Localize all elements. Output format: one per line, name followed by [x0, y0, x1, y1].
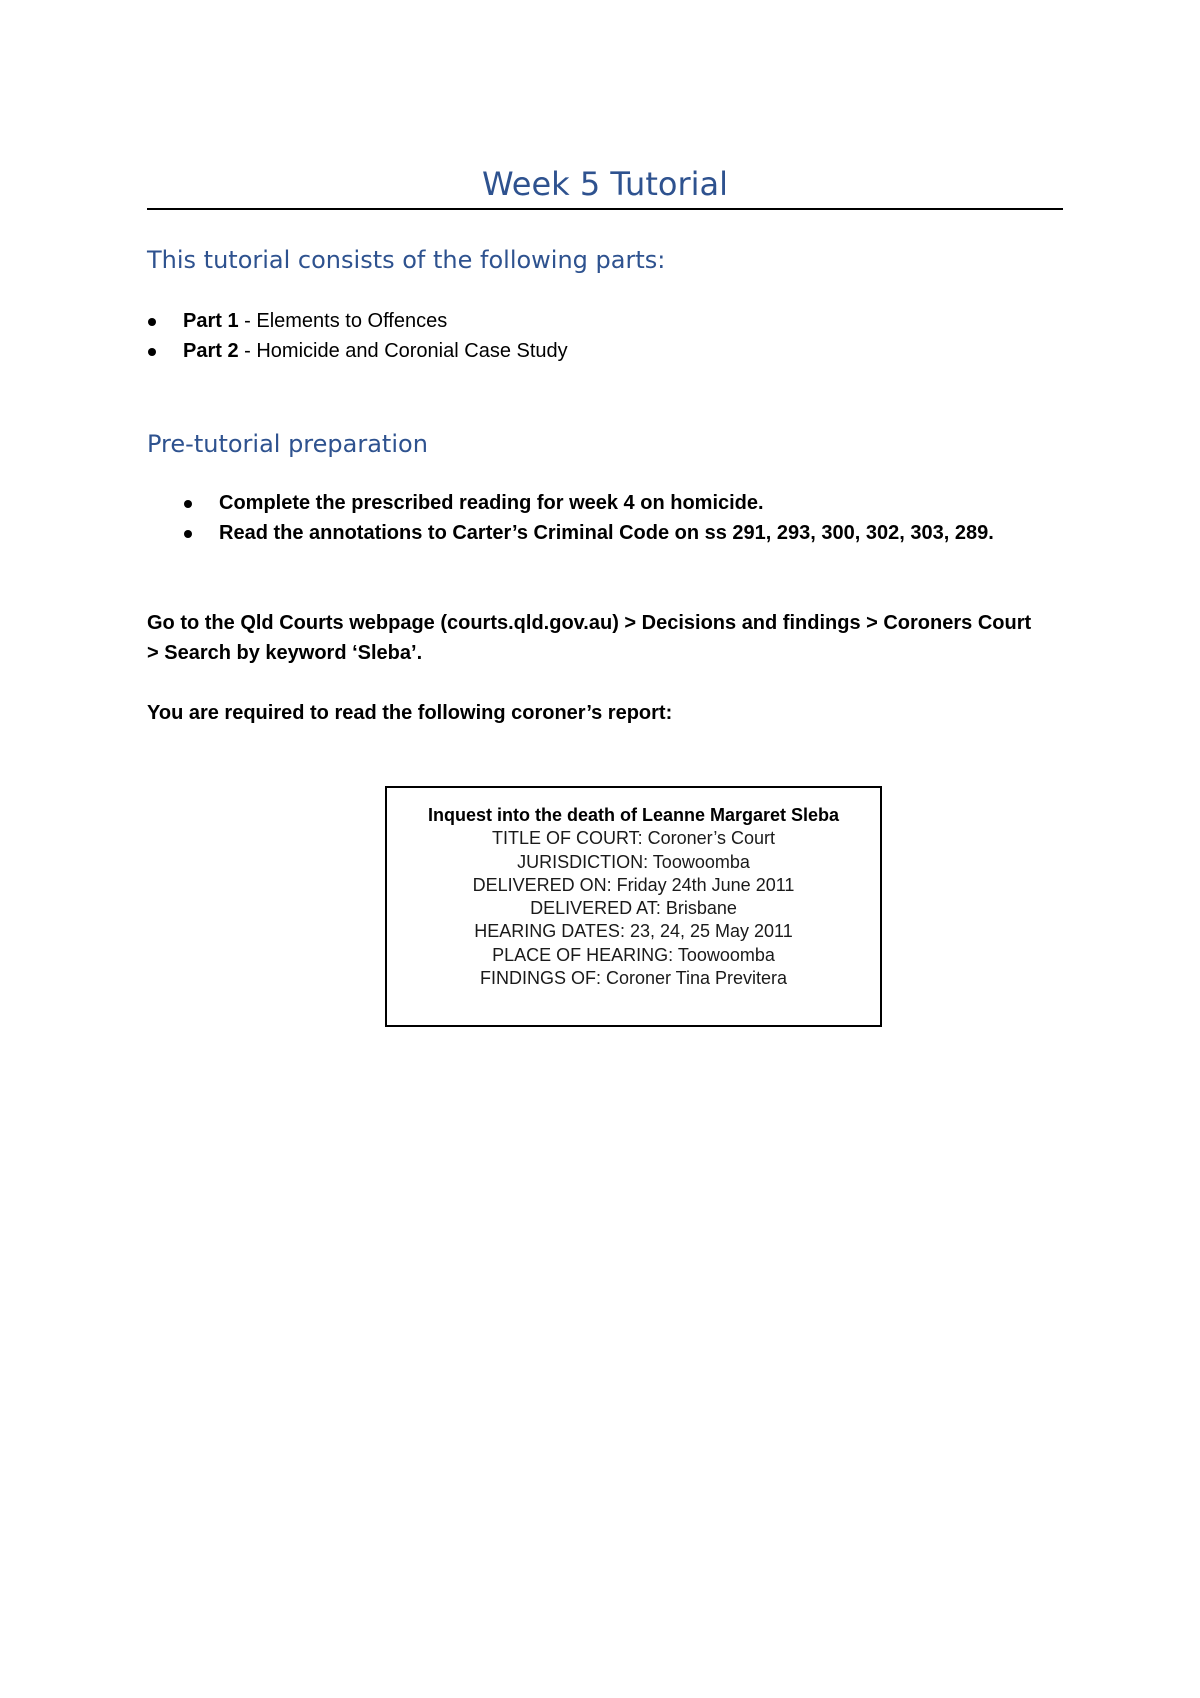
list-item — [147, 306, 568, 336]
goto-paragraph — [147, 608, 1063, 668]
title-underline — [147, 208, 1063, 210]
document-title: Week 5 Tutorial — [481, 165, 728, 203]
part-label: Part 2 — [183, 340, 239, 362]
inquest-line: PLACE OF HEARING: Toowoomba — [492, 944, 775, 965]
inquest-box — [385, 786, 882, 1027]
inquest-line: FINDINGS OF: Coroner Tina Previtera — [479, 968, 788, 989]
inquest-title: Inquest into the death of Leanne Margaret Sleba — [427, 805, 840, 825]
goto-line: Go to the Qld Courts webpage (courts.qld.gov.au) > Decisions and findings > Coroners Court — [147, 612, 1032, 634]
inquest-line: DELIVERED AT: Brisbane — [530, 898, 737, 919]
bullet-icon — [148, 348, 156, 356]
list-item — [147, 336, 568, 366]
required-reading-text: You are required to read the following coroner’s report: — [147, 702, 673, 724]
bullet-icon — [184, 500, 192, 508]
parts-list — [147, 306, 568, 366]
inquest-line: TITLE OF COURT: Coroner’s Court — [491, 828, 776, 849]
bullet-icon — [184, 530, 192, 538]
parts-heading: This tutorial consists of the following parts: — [147, 246, 666, 274]
bullet-icon — [148, 318, 156, 326]
prep-list — [183, 488, 994, 548]
prep-heading: Pre-tutorial preparation — [147, 430, 428, 458]
part-label: Part 1 — [183, 310, 239, 332]
goto-line: > Search by keyword ‘Sleba’. — [147, 642, 423, 664]
inquest-line: HEARING DATES: 23, 24, 25 May 2011 — [474, 921, 793, 942]
part-text: - Elements to Offences — [238, 310, 448, 332]
part-text: - Homicide and Coronial Case Study — [238, 340, 568, 362]
inquest-line: DELIVERED ON: Friday 24th June 2011 — [472, 874, 795, 895]
prep-item-text: Read the annotations to Carter’s Criminal Code on ss 291, 293, 300, 302, 303, 289. — [219, 522, 994, 544]
prep-item-text: Complete the prescribed reading for week 4 on homicide. — [219, 492, 764, 514]
inquest-line: JURISDICTION: Toowoomba — [517, 851, 750, 872]
list-item — [183, 518, 994, 548]
list-item — [183, 488, 994, 518]
